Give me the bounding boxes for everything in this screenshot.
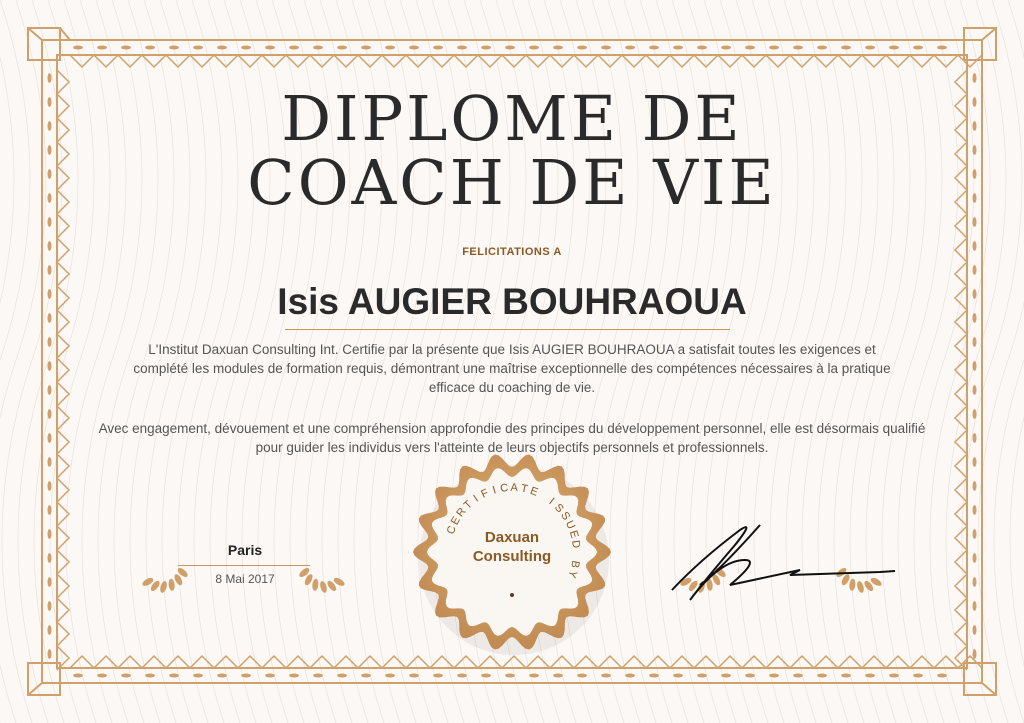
seal-ring-letter: F	[479, 487, 491, 501]
seal-ring-letter: E	[528, 484, 540, 499]
seal-ring-letter: C	[444, 524, 459, 536]
seal-ring-letter: T	[461, 498, 475, 512]
certification-paragraph: L'Institut Daxuan Consulting Int. Certifie par la présente que Isis AUGIER BOUHRAOUA a satisfait toutes les exigences et complété les modules de formation requis, démontrant une maîtrise exceptionnelle des compétences nécessaires à la pratique efficace du coaching de vie.	[133, 342, 891, 395]
seal-ring-letter: D	[569, 539, 583, 549]
name-underline	[285, 329, 730, 330]
seal-ring-letter: E	[448, 514, 463, 528]
qualification-paragraph: Avec engagement, dévouement et une compréhension approfondie des principes du développement personnel, elle est désormais qualifié pour guider les individus vers l'atteinte de leurs objectifs personnels et professionnels.	[98, 421, 926, 455]
seal-ring-letter: T	[519, 482, 529, 496]
place-divider	[178, 565, 310, 566]
seal-ring-letter: B	[568, 559, 582, 569]
place: Paris	[227, 542, 263, 558]
certificate-title-line1: DIPLOME DE	[281, 82, 743, 155]
seal-ring-letter: E	[566, 529, 581, 540]
corner-ornament	[964, 663, 996, 695]
seal-ring-letter: A	[510, 481, 519, 495]
seal-ring-letter: Y	[565, 568, 580, 580]
seal-ring-letter: S	[551, 501, 566, 516]
seal-line2: Consulting	[472, 548, 552, 565]
seal-ring-letter: R	[454, 505, 469, 520]
seal	[402, 442, 622, 662]
date: 8 Mai 2017	[215, 572, 275, 586]
seal-ring-letter: C	[499, 481, 509, 495]
seal-ring-letter: I	[471, 492, 481, 505]
seal-ring-letter: S	[558, 509, 573, 523]
seal-line1: Daxuan	[484, 529, 540, 546]
corner-ornament	[964, 28, 996, 60]
seal-ring-letter: I	[546, 495, 557, 508]
certificate-title-line2: COACH DE VIE	[247, 146, 777, 219]
congratulations-label: FELICITATIONS A	[462, 246, 562, 258]
recipient-name: Isis AUGIER BOUHRAOUA	[277, 281, 747, 322]
seal-ring-letter: I	[491, 484, 498, 497]
seal-ring-letter: U	[562, 518, 578, 532]
